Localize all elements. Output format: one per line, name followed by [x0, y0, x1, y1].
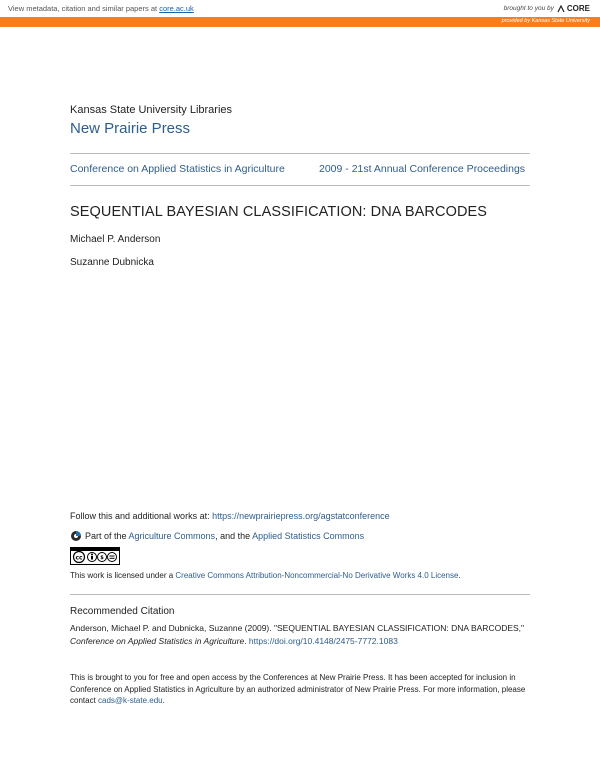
conference-series-link[interactable]: Conference on Applied Statistics in Agriculture	[70, 163, 285, 175]
citation-journal: Conference on Applied Statistics in Agriculture	[70, 635, 245, 646]
license-line	[70, 571, 461, 580]
access-notice-text: This is brought to you for free and open access by the Conferences at New Prairie Press. It has been accepted for inclusion in Conference on Applied Statistics in Agriculture by an authorized administrator of New Prairie Press. For more information, please contact	[70, 673, 526, 705]
paper-title: SEQUENTIAL BAYESIAN CLASSIFICATION: DNA BARCODES	[70, 204, 488, 220]
contact-email-link[interactable]: cads@k-state.edu	[98, 696, 163, 705]
author-1: Michael P. Anderson	[70, 234, 161, 245]
press-name[interactable]: New Prairie Press	[70, 120, 191, 137]
follow-line	[70, 511, 390, 521]
proceedings-link[interactable]: 2009 - 21st Annual Conference Proceedings	[319, 163, 526, 175]
license-suffix: .	[458, 571, 461, 580]
citation-text	[70, 622, 530, 647]
bottom-divider	[70, 185, 530, 186]
author-2: Suzanne Dubnicka	[70, 257, 154, 268]
core-logo[interactable]	[557, 4, 590, 13]
citation-after-journal: .	[244, 635, 249, 646]
library-name: Kansas State University Libraries	[70, 104, 233, 116]
license-link[interactable]: Creative Commons Attribution-Noncommercial-No Derivative Works 4.0 License	[175, 571, 459, 580]
citation-divider	[70, 594, 530, 595]
applied-statistics-commons-link[interactable]: Applied Statistics Commons	[252, 531, 365, 541]
agriculture-commons-link[interactable]: Agriculture Commons	[128, 531, 216, 541]
cc-license-badge[interactable]	[70, 547, 120, 565]
core-link[interactable]: core.ac.uk	[159, 4, 194, 13]
core-provider-strip	[0, 17, 600, 27]
svg-text:cc: cc	[75, 554, 83, 562]
part-of-line	[70, 530, 364, 542]
cc-by-nc-nd-icon	[71, 548, 119, 564]
core-notice-text: View metadata, citation and similar papers at	[8, 4, 160, 13]
svg-text:$: $	[100, 555, 104, 561]
license-prefix: This work is licensed under a	[70, 571, 176, 580]
doi-link[interactable]: https://doi.org/10.4148/2475-7772.1083	[248, 635, 398, 646]
follow-prefix: Follow this and additional works at:	[70, 511, 213, 521]
citation-heading: Recommended Citation	[70, 606, 175, 617]
access-notice	[70, 672, 532, 707]
access-notice-end: .	[162, 696, 165, 705]
follow-url-link[interactable]: https://newprairiepress.org/agstatconference	[212, 511, 390, 521]
core-logo-text: CORE	[566, 4, 590, 13]
citation-body: Anderson, Michael P. and Dubnicka, Suzanne (2009). "SEQUENTIAL BAYESIAN CLASSIFICATION: DNA BARCODES,"	[70, 623, 525, 633]
part-of-prefix: Part of the	[85, 531, 129, 541]
core-provider-text: provided by Kansas State University	[501, 18, 590, 24]
core-brought-text: brought to you by	[503, 5, 554, 12]
network-icon	[70, 530, 82, 542]
top-divider	[70, 153, 530, 154]
part-of-middle: , and the	[215, 531, 253, 541]
core-metadata-notice	[8, 4, 194, 13]
core-logo-icon	[557, 5, 565, 13]
core-branding	[504, 4, 590, 13]
